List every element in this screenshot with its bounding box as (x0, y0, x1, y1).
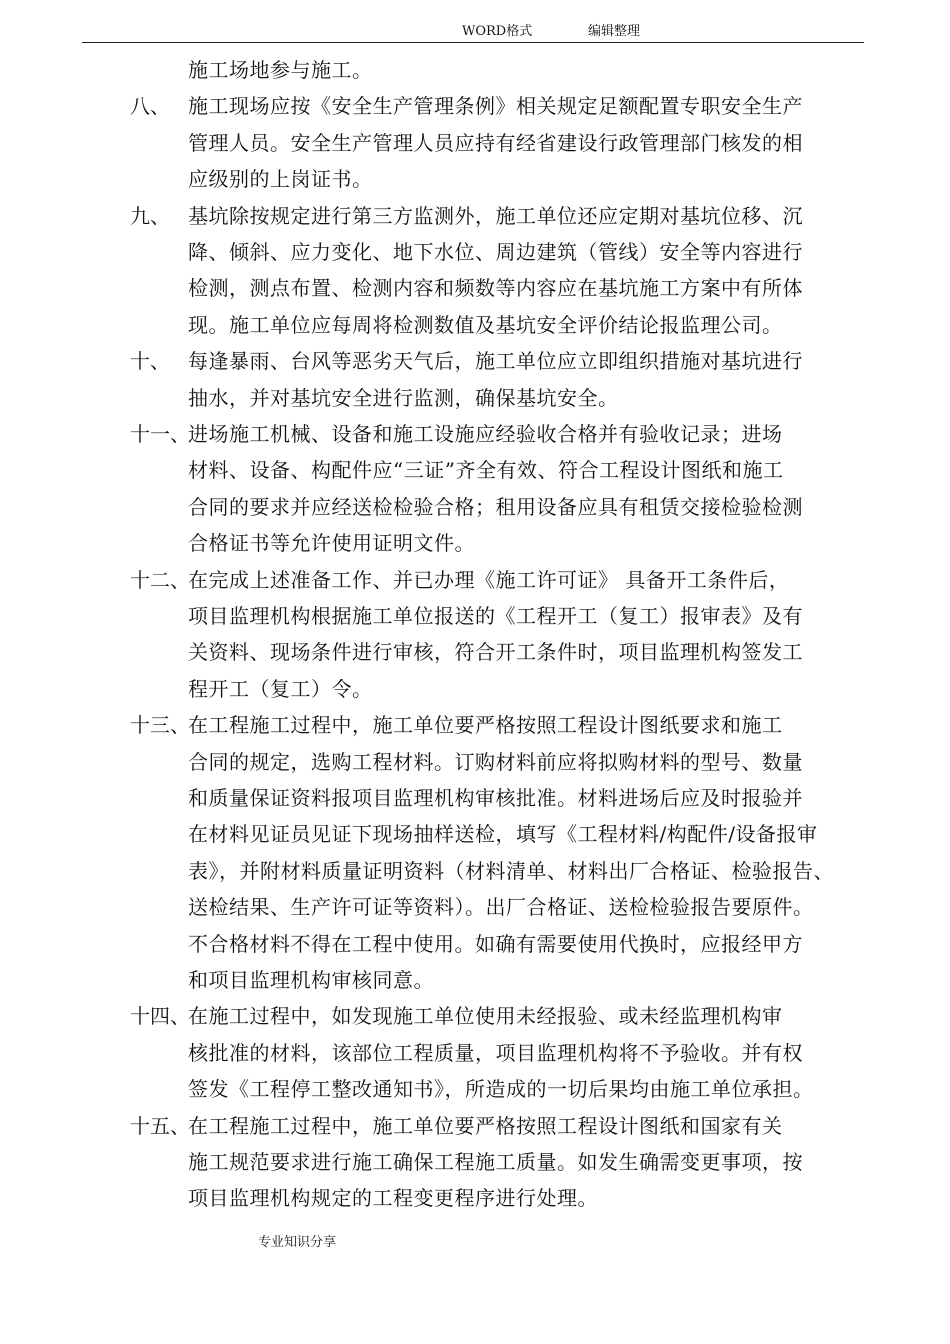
paragraph-line: 进场施工机械、设备和施工设施应经验收合格并有验收记录；进场 (188, 422, 783, 446)
item-number: 十四、 (130, 1004, 190, 1029)
paragraph-line: 在完成上述准备工作、并已办理《施工许可证》 具备开工条件后， (188, 567, 790, 592)
paragraph-line: 降、倾斜、应力变化、地下水位、周边建筑（管线）安全等内容进行 (188, 240, 803, 264)
paragraph-line: 施工现场应按《安全生产管理条例》相关规定足额配置专职安全生产 (188, 94, 803, 119)
paragraph-line: 核批准的材料，该部位工程质量，项目监理机构将不予验收。并有权 (188, 1040, 803, 1065)
paragraph-line: 程开工（复工）令。 (188, 676, 373, 701)
paragraph-line: 合同的要求并应经送检检验合格；租用设备应具有租赁交接检验检测 (188, 494, 803, 519)
paragraph-line: 和质量保证资料报项目监理机构审核批准。材料进场后应及时报验并 (188, 786, 803, 810)
paragraph-line: 合同的规定，选购工程材料。订购材料前应将拟购材料的型号、数量 (188, 749, 803, 774)
paragraph-line: 签发《工程停工整改通知书》，所造成的一切后果均由施工单位承担。 (188, 1077, 814, 1102)
paragraph-line: 项目监理机构规定的工程变更程序进行处理。 (188, 1186, 598, 1211)
item-number: 十、 (130, 349, 170, 374)
paragraph-line: 在工程施工过程中，施工单位要严格按照工程设计图纸要求和施工 (188, 713, 783, 738)
paragraph-line: 材料、设备、构配件应“三证”齐全有效、符合工程设计图纸和施工 (188, 458, 784, 483)
paragraph-line: 合格证书等允许使用证明文件。 (188, 531, 475, 556)
header-format-label: WORD格式 (462, 24, 533, 39)
header-edit-label: 编辑整理 (588, 24, 641, 39)
paragraph-line: 每逢暴雨、台风等恶劣天气后，施工单位应立即组织措施对基坑进行 (188, 349, 803, 374)
paragraph-line: 在工程施工过程中，施工单位要严格按照工程设计图纸和国家有关 (188, 1113, 783, 1138)
paragraph-line: 抽水，并对基坑安全进行监测，确保基坑安全。 (188, 385, 619, 410)
paragraph-line: 施工规范要求进行施工确保工程施工质量。如发生确需变更事项，按 (188, 1150, 803, 1174)
paragraph-line: 关资料、现场条件进行审核，符合开工条件时，项目监理机构签发工 (188, 640, 803, 665)
paragraph-line: 不合格材料不得在工程中使用。如确有需要使用代换时，应报经甲方 (188, 931, 803, 956)
page-footer: 专业知识分享 (258, 1235, 337, 1250)
paragraph-line: 和项目监理机构审核同意。 (188, 968, 434, 992)
item-number: 八、 (130, 94, 170, 119)
paragraph-line: 表》，并附材料质量证明资料（材料清单、材料出厂合格证、检验报告、 (188, 858, 834, 883)
item-number: 十一、 (130, 422, 190, 446)
page-header (82, 24, 864, 43)
paragraph-line: 检测，测点布置、检测内容和频数等内容应在基坑施工方案中有所体 (188, 276, 803, 301)
paragraph-line: 施工场地参与施工。 (188, 58, 373, 82)
item-number: 十三、 (130, 713, 190, 738)
paragraph-line: 现。施工单位应每周将检测数值及基坑安全评价结论报监理公司。 (188, 312, 783, 337)
paragraph-line: 送检结果、生产许可证等资料）。出厂合格证、送检检验报告要原件。 (188, 895, 814, 920)
paragraph-line: 管理人员。安全生产管理人员应持有经省建设行政管理部门核发的相 (188, 130, 803, 155)
item-number: 九、 (130, 203, 170, 228)
paragraph-line: 基坑除按规定进行第三方监测外，施工单位还应定期对基坑位移、沉 (188, 203, 803, 228)
paragraph-line: 应级别的上岗证书。 (188, 167, 373, 192)
paragraph-line: 在材料见证员见证下现场抽样送检，填写《工程材料/构配件/设备报审 (188, 822, 818, 847)
item-number: 十二、 (130, 567, 190, 592)
paragraph-line: 项目监理机构根据施工单位报送的《工程开工（复工）报审表》及有 (188, 604, 803, 628)
item-number: 十五、 (130, 1113, 190, 1138)
paragraph-line: 在施工过程中，如发现施工单位使用未经报验、或未经监理机构审 (188, 1004, 783, 1029)
